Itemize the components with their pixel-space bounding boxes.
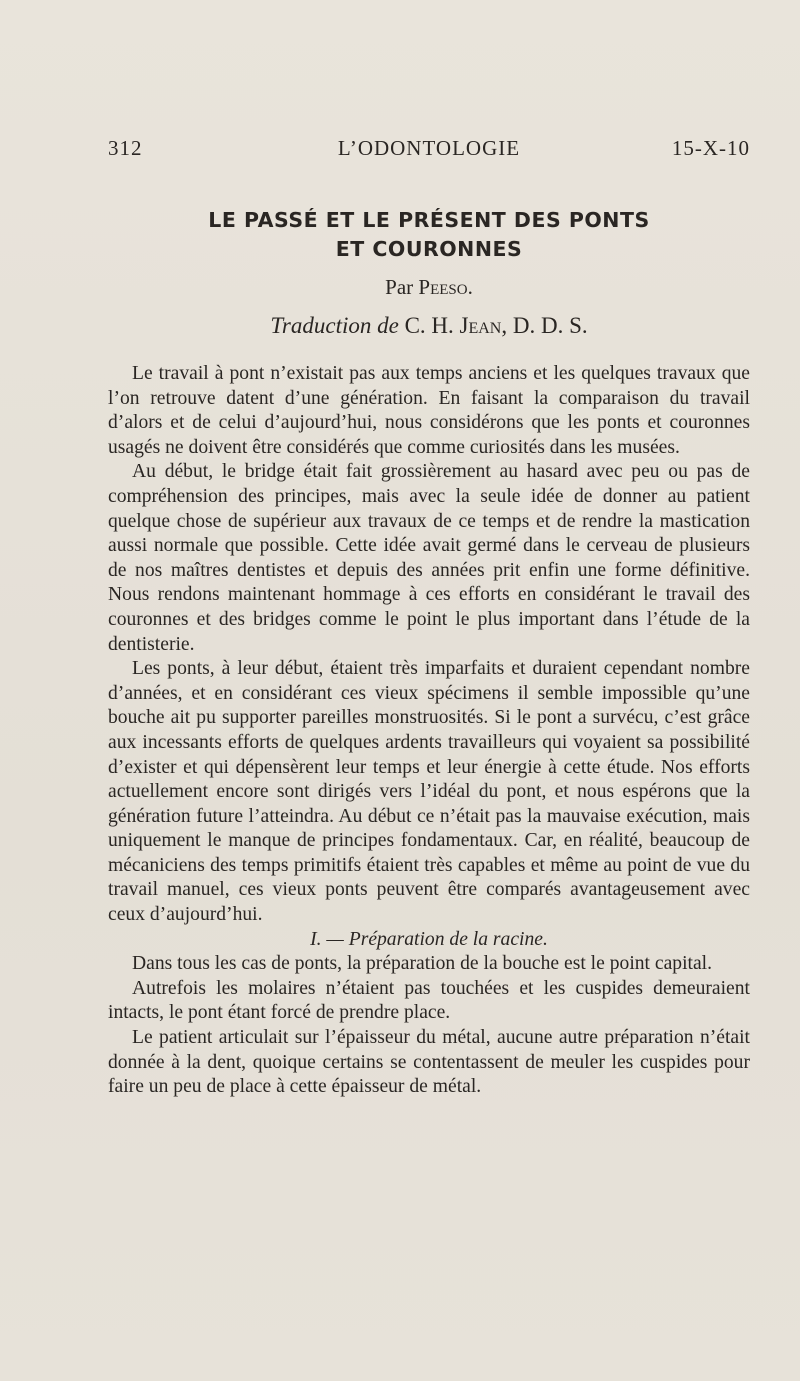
byline-prefix: Par xyxy=(385,275,414,299)
translation-prefix: Traduction de xyxy=(270,313,399,338)
article-body xyxy=(108,362,750,1100)
paragraph: Le patient articulait sur l’épaisseur du métal, aucune autre préparation n’était donnée à la dent, quoique certains se contentassent de meuler les cuspides pour faire un peu de place à cette épaisseur de métal. xyxy=(108,1027,750,1098)
translator-name: C. H. Jean, D. D. S. xyxy=(404,313,588,338)
paragraph: Le travail à pont n’existait pas aux temps anciens et les quelques travaux que l’on retrouve datent d’une génération. En faisant la comparaison du travail d’alors et de celui d’aujourd’hui, nous considérons que les ponts et couronnes usagés ne doivent être considérés que comme curiosités dans les musées. xyxy=(108,363,750,458)
byline xyxy=(108,275,750,300)
article-title xyxy=(108,206,750,264)
page-number: 312 xyxy=(108,136,143,160)
translation-credit xyxy=(108,313,750,339)
issue-date: 15-X-10 xyxy=(671,136,750,160)
paragraph: Dans tous les cas de ponts, la préparation de la bouche est le point capital. xyxy=(132,953,713,975)
article-title-line-2: ET COURONNES xyxy=(335,237,523,261)
article-title-line-1: LE PASSÉ ET LE PRÉSENT DES PONTS xyxy=(208,208,650,232)
paragraph: Les ponts, à leur début, étaient très imparfaits et duraient cependant nombre d’années, et en considérant ces vieux spécimens il semble impossible qu’une bouche ait pu supporter pareilles monstruosités. Si le pont a survécu, c’est grâce aux incessants efforts de quelques ardents travailleurs qui voyaient sa possibilité d’exister et qui dépensèrent leur temps et leur énergie à cette étude. Nos efforts actuellement encore sont dirigés vers l’idéal du pont, et nous espérons que la génération future l’atteindra. Au début ce n’était pas la mauvaise exécution, mais uniquement le manque de principes fondamentaux. Car, en réalité, beaucoup de mécaniciens des temps primitifs étaient très capables et même au point de vue du travail manuel, ces vieux ponts peuvent être comparés avantageusement avec ceux d’aujourd’hui. xyxy=(108,658,750,926)
journal-title: L’ODONTOLOGIE xyxy=(337,136,521,160)
section-heading: I. — Préparation de la racine. xyxy=(310,928,548,950)
paragraph: Autrefois les molaires n’étaient pas touchées et les cuspides demeuraient intacts, le pont étant forcé de prendre place. xyxy=(108,977,750,1024)
author-name: Peeso. xyxy=(418,275,473,299)
paragraph: Au début, le bridge était fait grossièrement au hasard avec peu ou pas de compréhension des principes, mais avec la seule idée de donner au patient quelque chose de supérieur aux travaux de ce temps et de rendre la mastication aussi normale que possible. Cette idée avait germé dans le cerveau de plusieurs de nos maîtres dentistes et depuis des années prit enfin une forme définitive. Nous rendons maintenant hommage à ces efforts en considérant le travail des couronnes et des bridges comme le point le plus important dans l’étude de la dentisterie. xyxy=(108,461,750,655)
